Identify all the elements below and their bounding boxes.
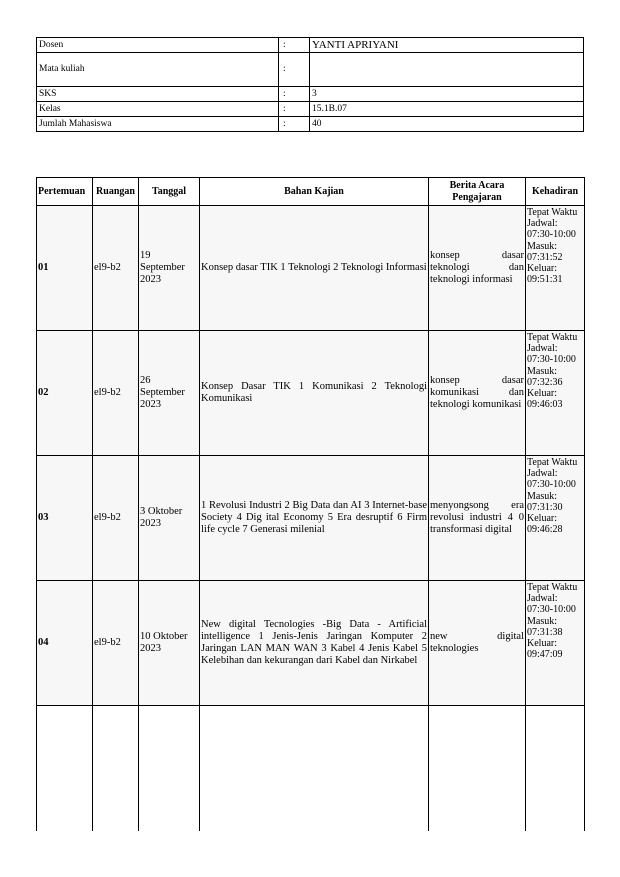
table-row	[37, 456, 585, 581]
cell-kehadiran	[526, 331, 585, 456]
info-separator: :	[279, 87, 310, 102]
cell-pertemuan: 04	[37, 581, 93, 706]
kehadiran-status: Tepat Waktu	[527, 457, 578, 468]
kehadiran-masuk: Masuk: 07:31:30	[527, 490, 563, 513]
cell-pertemuan: 01	[37, 206, 93, 331]
info-value-mata-kuliah	[310, 53, 584, 87]
kehadiran-keluar: Keluar: 09:46:28	[527, 513, 563, 536]
info-separator: :	[279, 38, 310, 53]
attendance-table	[36, 177, 585, 831]
kehadiran-status: Tepat Waktu	[527, 332, 578, 343]
kehadiran-jadwal: Jadwal: 07:30-10:00	[527, 218, 576, 241]
kehadiran-masuk: Masuk: 07:32:36	[527, 365, 563, 388]
table-header-row	[37, 178, 585, 206]
cell-bahan-kajian: New digital Tecnologies -Big Data - Artificial intelligence 1 Jenis-Jenis Jaringan Komputer 2 Jaringan LAN MAN WAN 3 Kabel 4 Jenis Kabel 5 Kelebihan dan kekurangan dari Kabel dan Nirkabel	[200, 581, 429, 706]
header-bahan-kajian: Bahan Kajian	[200, 178, 429, 206]
cell-berita-acara: new digital teknologies	[429, 581, 526, 706]
kehadiran-keluar: Keluar: 09:47:09	[527, 638, 563, 661]
table-row	[37, 331, 585, 456]
cell-ruangan: el9-b2	[93, 456, 139, 581]
continuation-cell	[200, 706, 429, 831]
table-row	[37, 581, 585, 706]
cell-bahan-kajian: Konsep Dasar TIK 1 Komunikasi 2 Teknologi Komunikasi	[200, 331, 429, 456]
cell-berita-acara: konsep dasar teknologi dan teknologi informasi	[429, 206, 526, 331]
info-row-jumlah-mahasiswa	[37, 117, 584, 132]
kehadiran-keluar: Keluar: 09:51:31	[527, 263, 563, 286]
cell-tanggal: 3 Oktober 2023	[139, 456, 200, 581]
info-value-dosen: YANTI APRIYANI	[310, 38, 584, 53]
cell-berita-acara: menyongsong era revolusi industri 4 0 transformasi digital	[429, 456, 526, 581]
info-row-dosen	[37, 38, 584, 53]
continuation-cell	[139, 706, 200, 831]
continuation-cell	[93, 706, 139, 831]
header-pertemuan: Pertemuan	[37, 178, 93, 206]
info-separator: :	[279, 117, 310, 132]
cell-berita-acara: konsep dasar komunikasi dan teknologi komunikasi	[429, 331, 526, 456]
info-label: Mata kuliah	[37, 53, 279, 87]
header-kehadiran: Kehadiran	[526, 178, 585, 206]
info-label: SKS	[37, 87, 279, 102]
kehadiran-keluar: Keluar: 09:46:03	[527, 388, 563, 411]
cell-kehadiran	[526, 206, 585, 331]
info-label: Jumlah Mahasiswa	[37, 117, 279, 132]
kehadiran-status: Tepat Waktu	[527, 207, 578, 218]
continuation-cell	[429, 706, 526, 831]
cell-ruangan: el9-b2	[93, 581, 139, 706]
kehadiran-masuk: Masuk: 07:31:52	[527, 240, 563, 263]
course-info-table	[36, 37, 584, 132]
info-value-sks: 3	[310, 87, 584, 102]
info-value-kelas: 15.1B.07	[310, 102, 584, 117]
cell-pertemuan: 02	[37, 331, 93, 456]
cell-kehadiran	[526, 456, 585, 581]
cell-tanggal: 10 Oktober 2023	[139, 581, 200, 706]
kehadiran-masuk: Masuk: 07:31:38	[527, 615, 563, 638]
info-row-sks	[37, 87, 584, 102]
table-continuation-row	[37, 706, 585, 831]
info-label: Dosen	[37, 38, 279, 53]
cell-pertemuan: 03	[37, 456, 93, 581]
info-value-jumlah-mahasiswa: 40	[310, 117, 584, 132]
header-tanggal: Tanggal	[139, 178, 200, 206]
continuation-cell	[526, 706, 585, 831]
kehadiran-jadwal: Jadwal: 07:30-10:00	[527, 343, 576, 366]
cell-tanggal: 19 September 2023	[139, 206, 200, 331]
cell-kehadiran	[526, 581, 585, 706]
header-ruangan: Ruangan	[93, 178, 139, 206]
info-separator: :	[279, 102, 310, 117]
cell-ruangan: el9-b2	[93, 331, 139, 456]
kehadiran-jadwal: Jadwal: 07:30-10:00	[527, 593, 576, 616]
continuation-cell	[37, 706, 93, 831]
cell-ruangan: el9-b2	[93, 206, 139, 331]
header-berita-acara: Berita Acara Pengajaran	[429, 178, 526, 206]
info-row-kelas	[37, 102, 584, 117]
cell-tanggal: 26 September 2023	[139, 331, 200, 456]
kehadiran-jadwal: Jadwal: 07:30-10:00	[527, 468, 576, 491]
info-label: Kelas	[37, 102, 279, 117]
table-row	[37, 206, 585, 331]
kehadiran-status: Tepat Waktu	[527, 582, 578, 593]
cell-bahan-kajian: 1 Revolusi Industri 2 Big Data dan AI 3 Internet-base Society 4 Dig ital Economy 5 Era desruptif 6 Firm life cycle 7 Generasi milenial	[200, 456, 429, 581]
cell-bahan-kajian: Konsep dasar TIK 1 Teknologi 2 Teknologi Informasi	[200, 206, 429, 331]
info-row-mata-kuliah	[37, 53, 584, 87]
info-separator: :	[279, 53, 310, 87]
